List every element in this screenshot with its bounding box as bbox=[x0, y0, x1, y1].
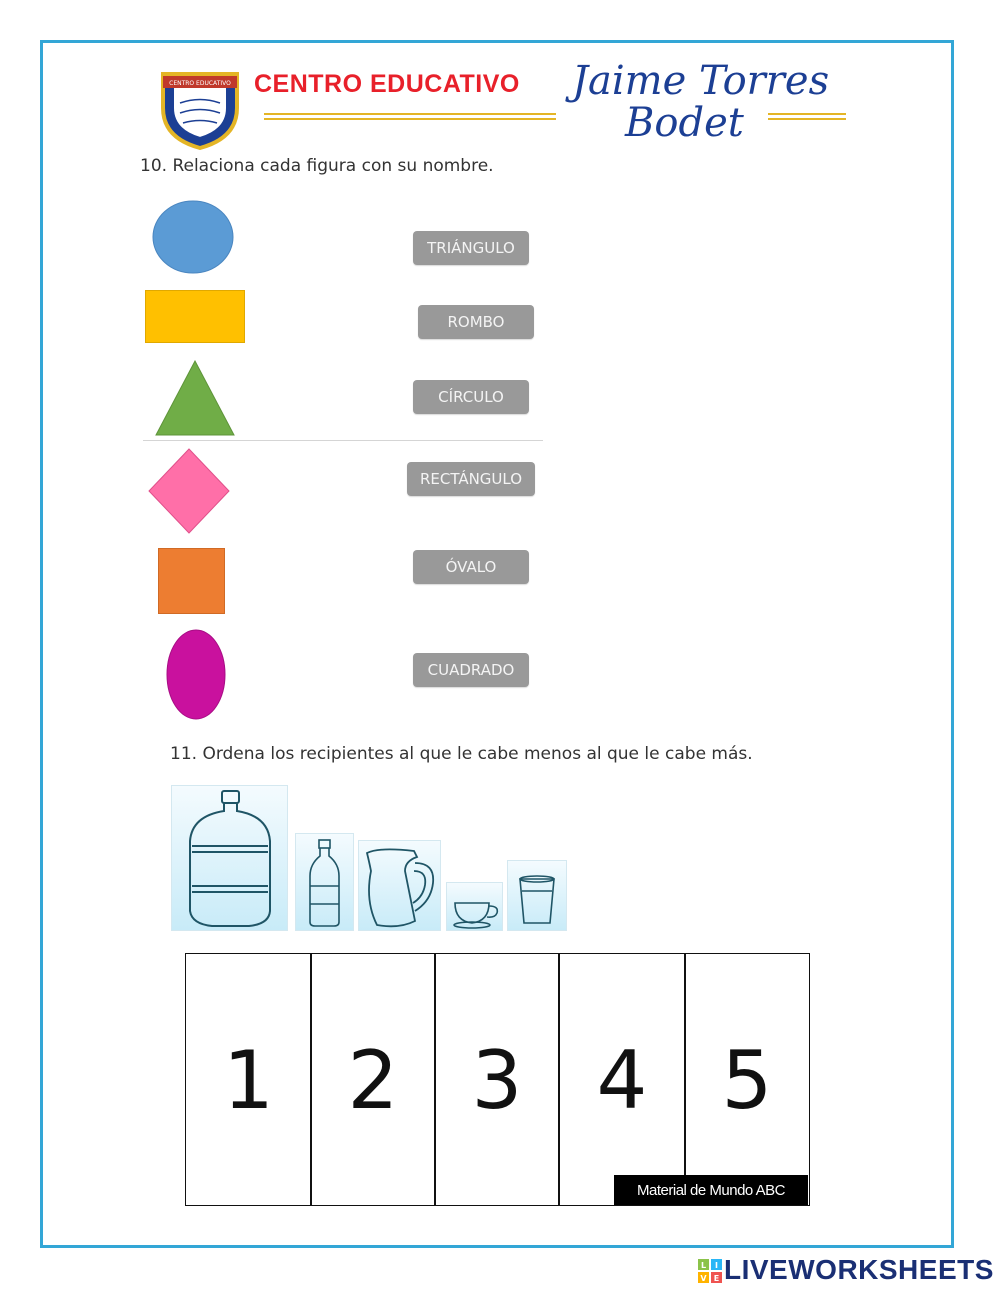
number-5: 5 bbox=[721, 1034, 773, 1127]
school-label: CENTRO EDUCATIVO bbox=[254, 70, 520, 98]
word-card-rectangulo[interactable]: RECTÁNGULO bbox=[407, 462, 535, 496]
question-10-prompt: 10. Relaciona cada figura con su nombre. bbox=[140, 156, 494, 176]
badge-letter-v: V bbox=[700, 1274, 707, 1283]
rhombus-shape bbox=[148, 448, 230, 534]
number-4: 4 bbox=[596, 1034, 648, 1127]
header-divider-left bbox=[264, 113, 556, 115]
number-box-1[interactable] bbox=[185, 953, 312, 1206]
school-name-line2: Bodet bbox=[625, 100, 744, 146]
water-bottle-image[interactable] bbox=[295, 833, 354, 931]
number-2: 2 bbox=[347, 1034, 399, 1127]
header-divider-right bbox=[768, 113, 846, 115]
word-card-ovalo[interactable]: ÓVALO bbox=[413, 550, 529, 584]
school-name-line1: Jaime Torres bbox=[572, 58, 830, 104]
number-box-2[interactable] bbox=[310, 953, 436, 1206]
number-3: 3 bbox=[471, 1034, 523, 1127]
school-logo bbox=[155, 68, 245, 150]
water-jug-image[interactable] bbox=[171, 785, 288, 931]
circle-shape bbox=[152, 200, 234, 274]
number-1: 1 bbox=[223, 1034, 274, 1127]
section-divider bbox=[143, 440, 543, 441]
number-box-3[interactable] bbox=[434, 953, 560, 1206]
number-box-4[interactable] bbox=[558, 953, 686, 1206]
square-shape bbox=[158, 548, 225, 614]
oval-shape bbox=[166, 629, 226, 720]
question-11-prompt: 11. Ordena los recipientes al que le cabe menos al que le cabe más. bbox=[170, 744, 753, 764]
liveworksheets-brand[interactable]: LIVEWORKSHEETS bbox=[724, 1254, 994, 1285]
word-card-triangulo[interactable]: TRIÁNGULO bbox=[413, 231, 529, 265]
pitcher-image[interactable] bbox=[358, 840, 441, 931]
header-divider-right-2 bbox=[768, 118, 846, 120]
badge-letter-l: L bbox=[700, 1261, 707, 1270]
triangle-shape bbox=[155, 360, 235, 436]
material-credit: Material de Mundo ABC bbox=[614, 1175, 808, 1205]
word-card-cuadrado[interactable]: CUADRADO bbox=[413, 653, 529, 687]
badge-letter-e: E bbox=[713, 1274, 720, 1283]
word-card-circulo[interactable]: CÍRCULO bbox=[413, 380, 529, 414]
word-card-rombo[interactable]: ROMBO bbox=[418, 305, 534, 339]
rectangle-shape bbox=[145, 290, 245, 343]
badge-letter-i: I bbox=[715, 1261, 718, 1270]
number-box-5[interactable] bbox=[684, 953, 810, 1206]
teacup-image[interactable] bbox=[446, 882, 503, 931]
header-divider-left-2 bbox=[264, 118, 556, 120]
glass-image[interactable] bbox=[507, 860, 567, 931]
liveworksheets-badge-icon bbox=[698, 1259, 722, 1283]
svg-text:CENTRO EDUCATIVO: CENTRO EDUCATIVO bbox=[169, 80, 231, 87]
